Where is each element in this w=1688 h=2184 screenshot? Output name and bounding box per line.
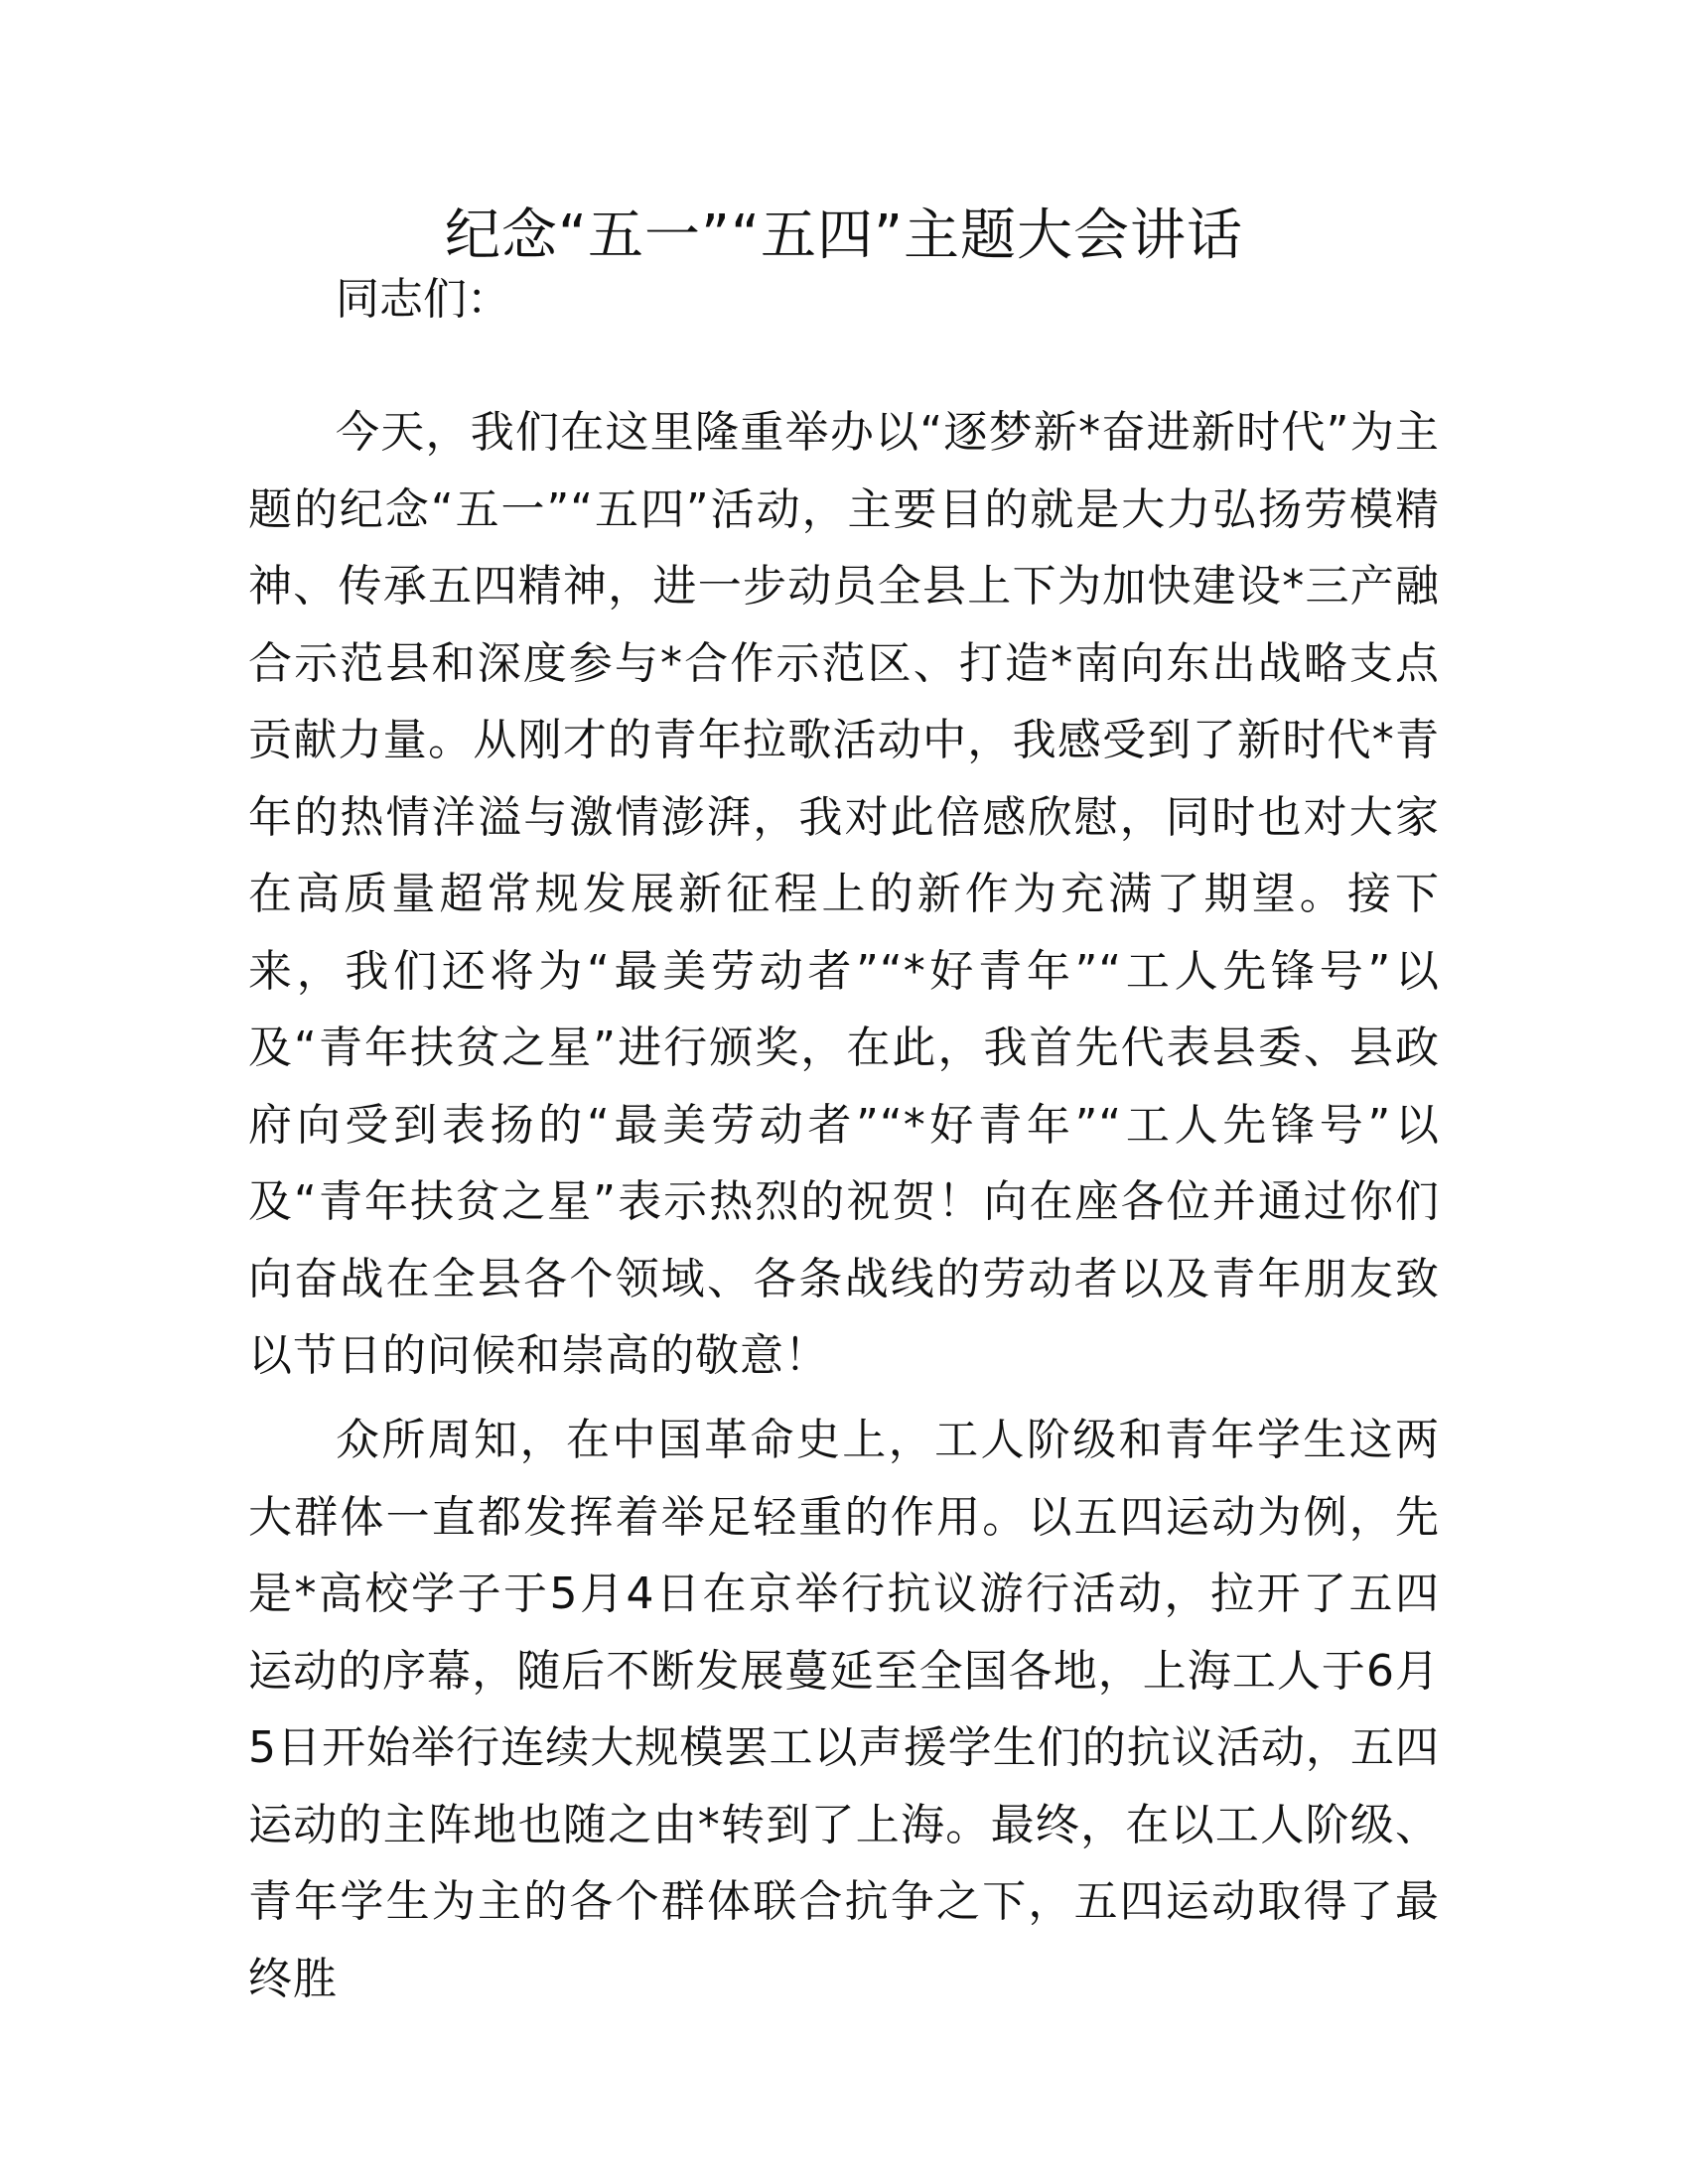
document-title: 纪念“五一”“五四”主题大会讲话	[444, 204, 1244, 268]
paragraph-2: 众所周知，在中国革命史上，工人阶级和青年学生这两大群体一直都发挥着举足轻重的作用。以五四运动为例，先是*高校学子于5月4日在京举行抗议游行活动，拉开了五四运动的序幕，随后不断发展蔓延至全国各地，上海工人于6月5日开始举行连续大规模罢工以声援学生们的抗议活动，五四运动的主阵地也随之由*转到了上海。最终，在以工人阶级、青年学生为主的各个群体联合抗争之下，五四运动取得了最终胜	[248, 1415, 1440, 2004]
greeting: 同志们：	[336, 274, 510, 325]
paragraph-1: 今天，我们在这里隆重举办以“逐梦新*奋进新时代”为主题的纪念“五一”“五四”活动，主要目的就是大力弘扬劳模精神、传承五四精神，进一步动员全县上下为加快建设*三产融合示范县和深度参与*合作示范区、打造*南向东出战略支点贡献力量。从刚才的青年拉歌活动中，我感受到了新时代*青年的热情洋溢与激情澎湃，我对此倍感欣慰，同时也对大家在高质量超常规发展新征程上的新作为充满了期望。接下来，我们还将为“最美劳动者”“*好青年”“工人先锋号”以及“青年扶贫之星”进行颁奖，在此，我首先代表县委、县政府向受到表扬的“最美劳动者”“*好青年”“工人先锋号”以及“青年扶贫之星”表示热烈的祝贺！向在座各位并通过你们向奋战在全县各个领域、各条战线的劳动者以及青年朋友致以节日的问候和崇高的敬意！	[248, 407, 1440, 1381]
